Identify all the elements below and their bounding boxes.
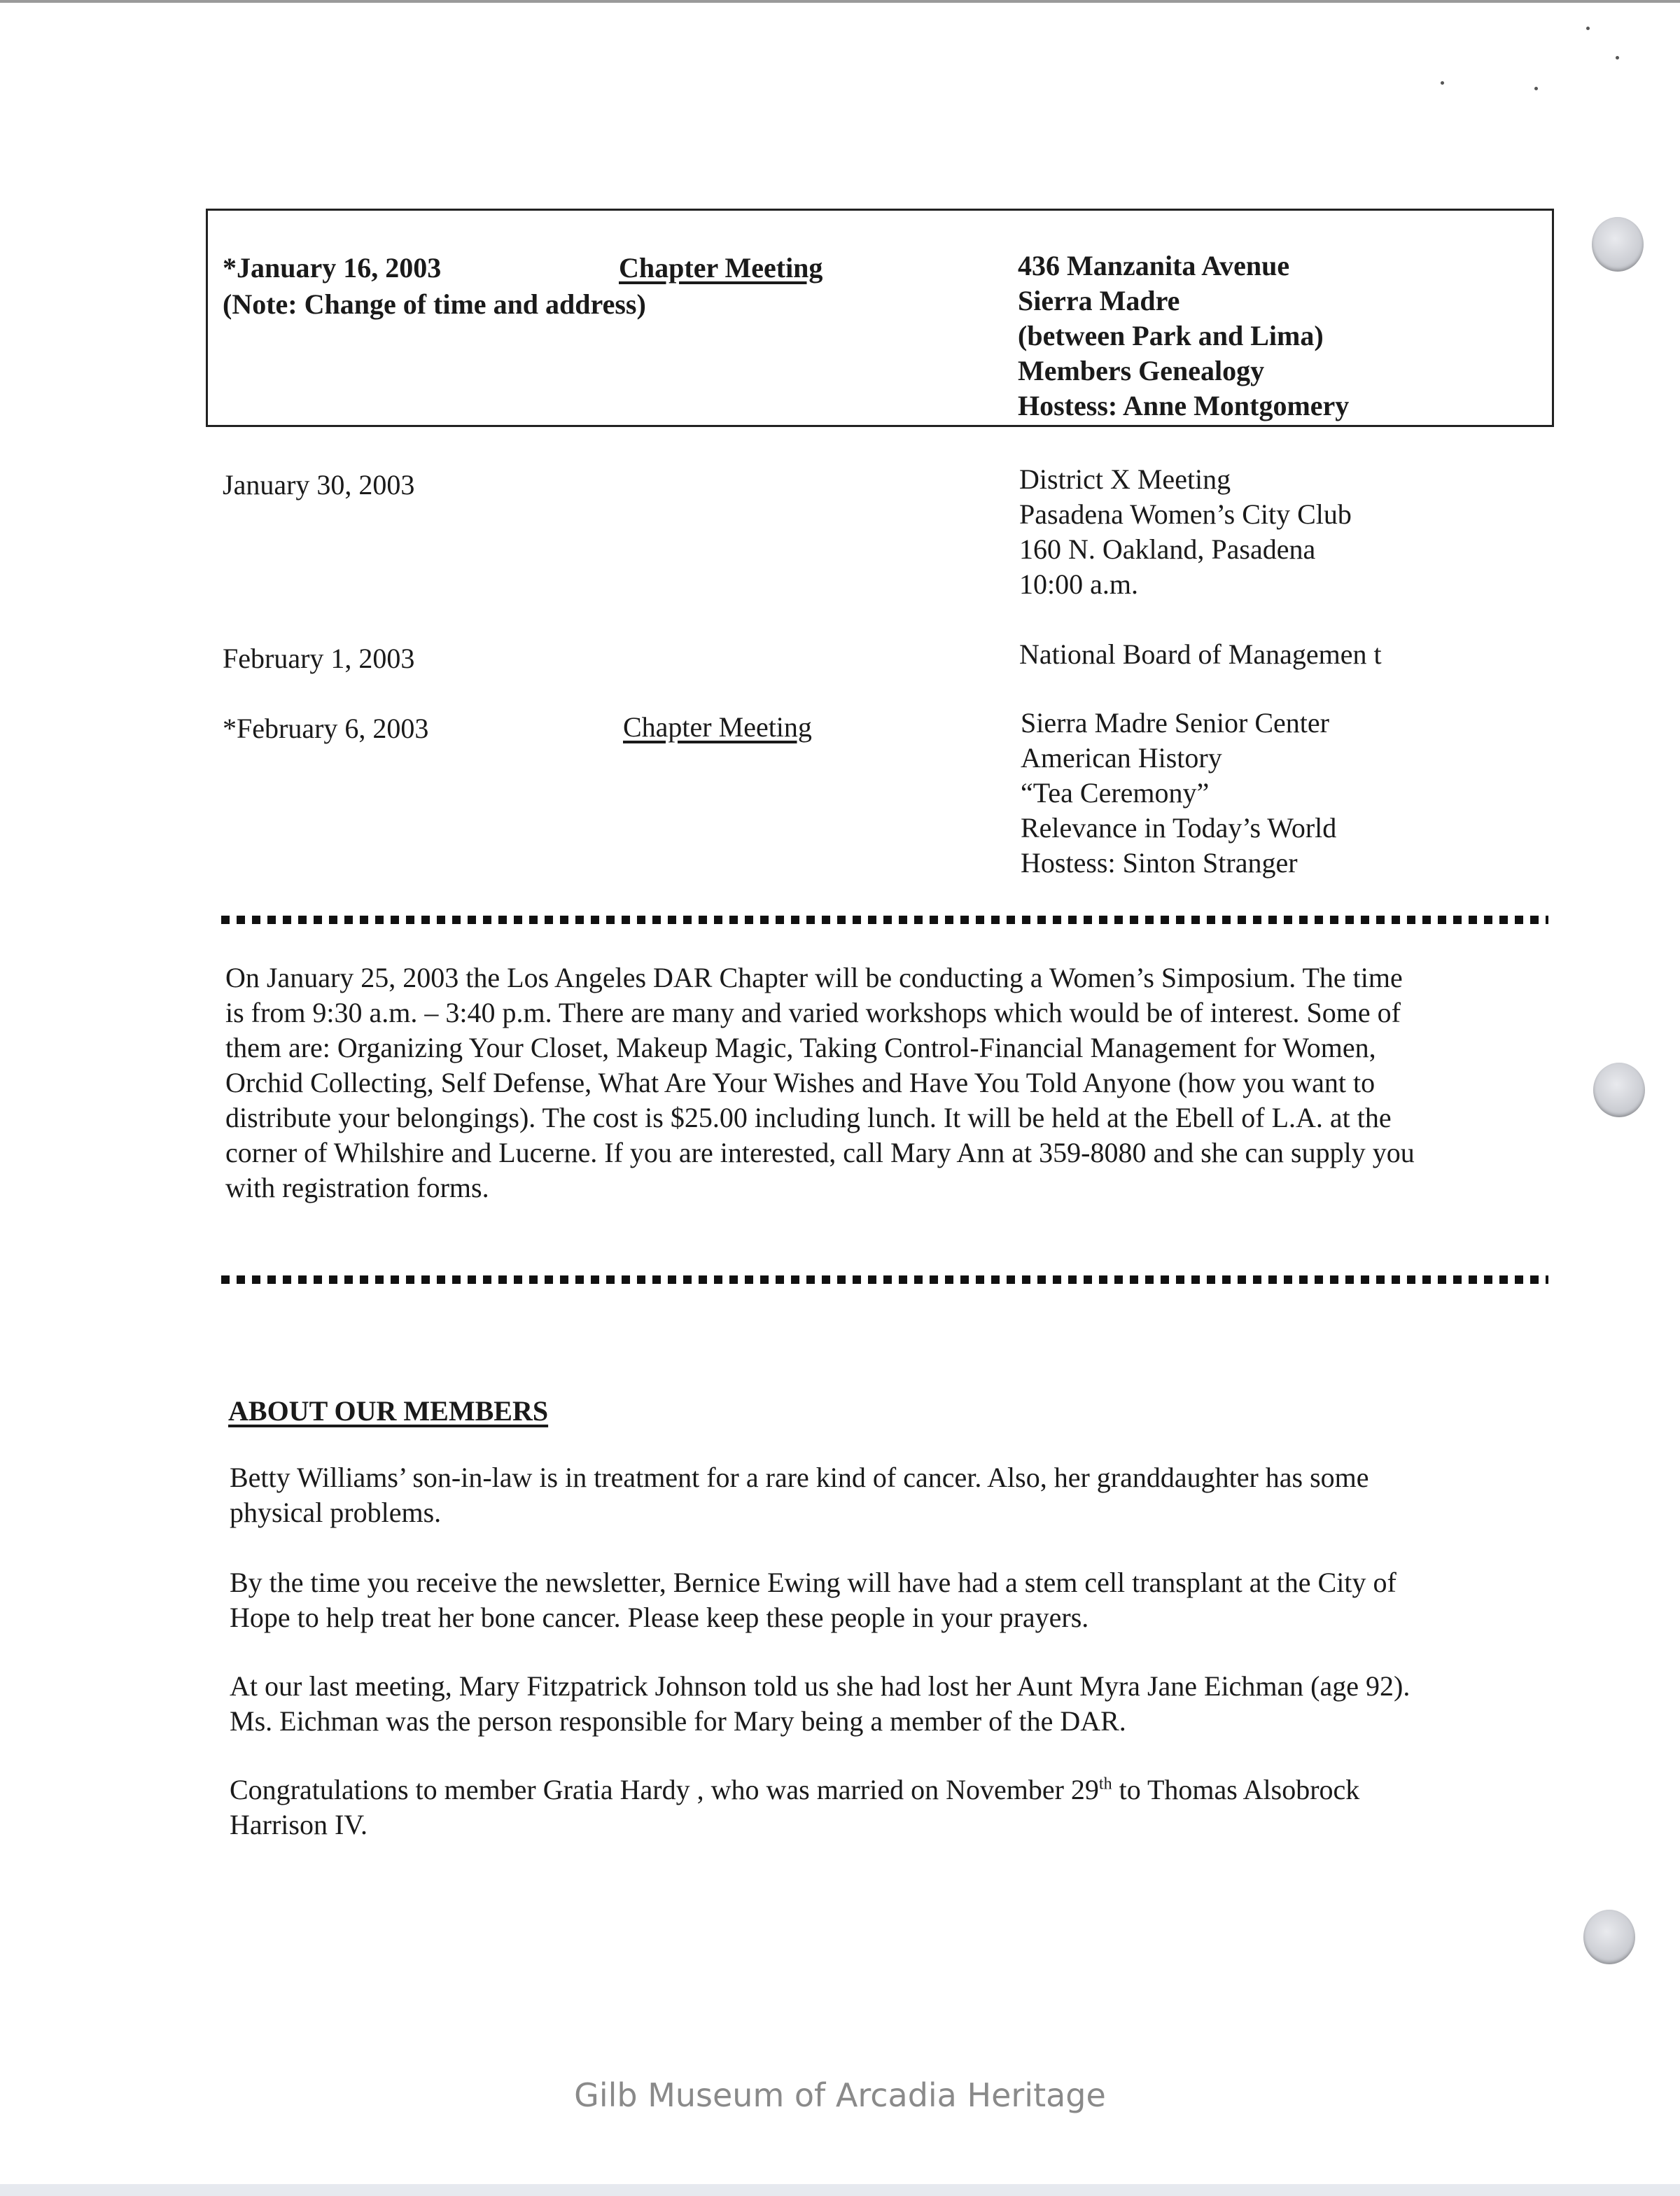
paragraph-line: corner of Whilshire and Lucerne. If you are interested, call Mary Ann at 359-8080 and she can supply you bbox=[225, 1137, 1415, 1168]
paragraph-line: them are: Organizing Your Closet, Makeup Magic, Taking Control-Financial Management for Women, bbox=[225, 1032, 1376, 1063]
event-date: February 1, 2003 bbox=[223, 643, 415, 674]
event-note: (Note: Change of time and address) bbox=[223, 288, 646, 320]
event-detail-line: American History bbox=[1021, 742, 1222, 774]
binder-hole-bottom bbox=[1583, 1910, 1635, 1964]
paragraph-line: At our last meeting, Mary Fitzpatrick Johnson told us she had lost her Aunt Myra Jane Eichman (age 92). bbox=[230, 1670, 1410, 1702]
event-detail-line: (between Park and Lima) bbox=[1018, 320, 1324, 351]
event-detail-line: Members Genealogy bbox=[1018, 355, 1265, 386]
paragraph-line bbox=[230, 1772, 1546, 1807]
scan-speck bbox=[1441, 81, 1444, 85]
event-detail-line: “Tea Ceremony” bbox=[1021, 777, 1210, 809]
paragraph-line: Harrison IV. bbox=[230, 1809, 368, 1840]
member-note bbox=[230, 1669, 1546, 1739]
event-type: Chapter Meeting bbox=[619, 252, 823, 284]
scan-speck bbox=[1534, 87, 1538, 90]
member-note bbox=[230, 1565, 1546, 1635]
event-detail-line: 10:00 a.m. bbox=[1019, 568, 1138, 600]
member-note bbox=[230, 1460, 1546, 1530]
page-bottom-edge bbox=[0, 2184, 1680, 2196]
event-detail-line: Hostess: Anne Montgomery bbox=[1018, 390, 1350, 421]
paragraph-line: On January 25, 2003 the Los Angeles DAR Chapter will be conducting a Women’s Simposium. The time bbox=[225, 962, 1403, 993]
event-details bbox=[1019, 462, 1352, 602]
paragraph-line: Ms. Eichman was the person responsible for Mary being a member of the DAR. bbox=[230, 1705, 1126, 1737]
event-detail-line: National Board of Managemen t bbox=[1019, 638, 1382, 670]
page-top-edge bbox=[0, 0, 1680, 3]
scan-speck bbox=[1616, 56, 1619, 60]
event-detail-line: District X Meeting bbox=[1019, 463, 1231, 495]
section-heading: ABOUT OUR MEMBERS bbox=[228, 1395, 549, 1427]
paragraph-line: with registration forms. bbox=[225, 1172, 489, 1203]
dotted-divider bbox=[221, 1275, 1548, 1284]
watermark: Gilb Museum of Arcadia Heritage bbox=[574, 2076, 1106, 2114]
member-note bbox=[230, 1772, 1546, 1842]
text-run: Congratulations to member Gratia Hardy , who was married on November 29 bbox=[230, 1774, 1099, 1805]
event-date: January 30, 2003 bbox=[223, 469, 415, 501]
paragraph-line: By the time you receive the newsletter, Bernice Ewing will have had a stem cell transplant at the City of bbox=[230, 1567, 1396, 1598]
paragraph-line: physical problems. bbox=[230, 1497, 442, 1528]
dotted-divider bbox=[221, 916, 1548, 924]
event-detail-line: Sierra Madre bbox=[1018, 285, 1180, 316]
event-detail-line: Sierra Madre Senior Center bbox=[1021, 707, 1329, 739]
event-detail-line: Pasadena Women’s City Club bbox=[1019, 498, 1352, 530]
symposium-paragraph bbox=[225, 960, 1541, 1205]
event-date: *February 6, 2003 bbox=[223, 713, 429, 744]
event-type: Chapter Meeting bbox=[623, 711, 812, 743]
event-details bbox=[1021, 706, 1336, 881]
event-detail-line: Relevance in Today’s World bbox=[1021, 812, 1337, 844]
paragraph-line: distribute your belongings). The cost is $25.00 including lunch. It will be held at the Ebell of L.A. at the bbox=[225, 1102, 1392, 1133]
paragraph-line: is from 9:30 a.m. – 3:40 p.m. There are many and varied workshops which would be of interest. Some of bbox=[225, 997, 1401, 1028]
event-details bbox=[1019, 637, 1382, 672]
text-run: to Thomas Alsobrock bbox=[1112, 1774, 1360, 1805]
event-date: *January 16, 2003 bbox=[223, 252, 442, 284]
binder-hole-top bbox=[1592, 217, 1644, 272]
scan-speck bbox=[1586, 27, 1590, 30]
event-details bbox=[1018, 249, 1349, 424]
paragraph-line: Hope to help treat her bone cancer. Please keep these people in your prayers. bbox=[230, 1602, 1089, 1633]
event-detail-line: 436 Manzanita Avenue bbox=[1018, 250, 1290, 281]
event-detail-line: 160 N. Oakland, Pasadena bbox=[1019, 533, 1316, 565]
event-detail-line: Hostess: Sinton Stranger bbox=[1021, 847, 1298, 879]
binder-hole-middle bbox=[1593, 1063, 1645, 1117]
paragraph-line: Betty Williams’ son-in-law is in treatment for a rare kind of cancer. Also, her granddaughter has some bbox=[230, 1462, 1369, 1493]
paragraph-line: Orchid Collecting, Self Defense, What Are Your Wishes and Have You Told Anyone (how you want to bbox=[225, 1067, 1376, 1098]
ordinal-suffix: th bbox=[1098, 1775, 1112, 1793]
